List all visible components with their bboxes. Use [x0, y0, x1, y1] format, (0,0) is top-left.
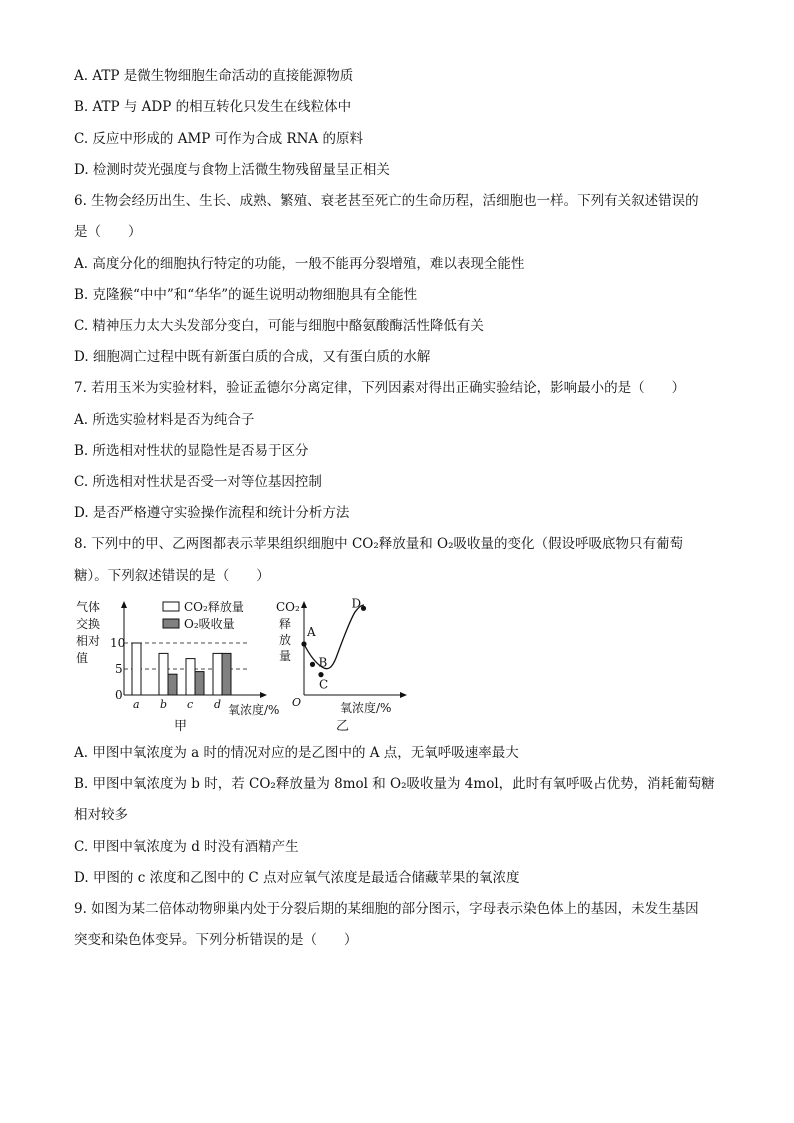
- legend-label-co2: CO₂释放量: [184, 600, 244, 614]
- option-6a: A. 高度分化的细胞执行特定的功能，一般不能再分裂增殖，难以表现全能性: [74, 256, 525, 272]
- ylabel-line-1: 气体: [76, 600, 101, 614]
- question-9-stem-cont: 突变和染色体变异。下列分析错误的是（ ）: [74, 932, 358, 948]
- question-8-stem: 8. 下列中的甲、乙两图都表示苹果组织细胞中 CO₂释放量和 O₂吸收量的变化（假设呼吸底物只有葡萄: [74, 536, 684, 552]
- ylabel-line-4: 量: [279, 649, 292, 663]
- question-7-stem: 7. 若用玉米为实验材料，验证孟德尔分离定律，下列因素对得出正确实验结论，影响最小的是（ ）: [74, 380, 686, 396]
- y-tick-label: 10: [110, 636, 126, 650]
- x-axis-arrow: [260, 692, 267, 698]
- y-axis-arrow: [121, 601, 127, 608]
- option-7a: A. 所选实验材料是否为纯合子: [74, 412, 255, 428]
- origin-label: O: [292, 696, 302, 709]
- bar-o2-c: [195, 672, 204, 695]
- curve-point-label: A: [307, 625, 316, 639]
- chart-yi: [276, 596, 407, 734]
- bar-co2-b: [159, 653, 168, 695]
- option-8b-cont: 相对较多: [74, 807, 128, 823]
- curve-point-C: [318, 672, 323, 677]
- legend-swatch-o2: [163, 619, 179, 628]
- x-axis-label: 氧浓度/%: [228, 703, 280, 717]
- bar-co2-d: [213, 653, 222, 695]
- x-axis-label: 氧浓度/%: [340, 701, 392, 715]
- ylabel-line-4: 值: [76, 651, 89, 665]
- option-6d: D. 细胞凋亡过程中既有新蛋白质的合成，又有蛋白质的水解: [74, 349, 431, 365]
- legend-label-o2: O₂吸收量: [184, 617, 235, 631]
- curve-point-A: [301, 641, 306, 646]
- x-category-labels: [133, 698, 221, 711]
- question-8-figures: [70, 596, 410, 742]
- curve-point-label: D: [351, 596, 362, 611]
- question-6-stem: 6. 生物会经历出生、生长、成熟、繁殖、衰老甚至死亡的生命历程，活细胞也一样。下列有关叙述错误的: [74, 193, 699, 209]
- option-7b: B. 所选相对性状的显隐性是否易于区分: [74, 443, 309, 459]
- y-axis-arrow: [301, 601, 307, 608]
- ylabel-line-2: 交换: [76, 617, 101, 631]
- ylabel-line-2: 释: [279, 617, 292, 631]
- x-category-label: c: [187, 698, 194, 711]
- question-9-stem: 9. 如图为某二倍体动物卵巢内处于分裂后期的某细胞的部分图示，字母表示染色体上的基因，未发生基因: [74, 901, 699, 917]
- x-category-label: d: [214, 698, 222, 711]
- option-6b: B. 克隆猴“中中”和“华华”的诞生说明动物细胞具有全能性: [74, 287, 418, 303]
- option-8d: D. 甲图的 c 浓度和乙图中的 C 点对应氧气浓度是最适合储藏苹果的氧浓度: [74, 870, 520, 886]
- curve-point-B: [310, 662, 315, 667]
- curve-point-label: C: [319, 677, 329, 692]
- option-7d: D. 是否严格遵守实验操作流程和统计分析方法: [74, 505, 350, 521]
- option-8a: A. 甲图中氧浓度为 a 时的情况对应的是乙图中的 A 点，无氧呼吸速率最大: [74, 745, 519, 761]
- chart-title-yi: 乙: [336, 719, 350, 734]
- option-6c: C. 精神压力太大头发部分变白，可能与细胞中酪氨酸酶活性降低有关: [74, 318, 484, 334]
- bar-o2-b: [168, 674, 177, 695]
- text-line: A. ATP 是微生物细胞生命活动的直接能源物质: [74, 68, 354, 84]
- text-line: D. 检测时荧光强度与食物上活微生物残留量呈正相关: [74, 162, 390, 178]
- bar-o2-d: [222, 653, 231, 695]
- chart-title-jia: 甲: [174, 719, 188, 734]
- option-8b: B. 甲图中氧浓度为 b 时，若 CO₂释放量为 8mol 和 O₂吸收量为 4mol，此时有氧呼吸占优势，消耗葡萄糖: [74, 776, 715, 792]
- figure-canvas: [70, 596, 410, 742]
- curve-point-D: [361, 606, 366, 611]
- y-tick-label: 0: [115, 688, 123, 702]
- y-tick-label: 5: [115, 662, 123, 676]
- ylabel-co2: CO₂: [276, 600, 300, 614]
- question-8-stem-cont: 糖）。下列叙述错误的是（ ）: [74, 568, 270, 584]
- bar-co2-c: [186, 659, 195, 695]
- question-6-stem-cont: 是（ ）: [74, 224, 142, 240]
- x-category-label: a: [133, 698, 140, 711]
- text-line: C. 反应中形成的 AMP 可作为合成 RNA 的原料: [74, 131, 363, 147]
- y-tick-labels: [110, 636, 125, 702]
- ylabel-line-3: 相对: [76, 634, 101, 648]
- option-7c: C. 所选相对性状是否受一对等位基因控制: [74, 474, 322, 490]
- x-category-label: b: [160, 698, 168, 711]
- chart-jia: [76, 599, 279, 734]
- legend-swatch-co2: [163, 602, 179, 611]
- bar-co2-a: [132, 643, 141, 695]
- curve-point-label: B: [318, 655, 328, 670]
- option-8c: C. 甲图中氧浓度为 d 时没有酒精产生: [74, 839, 299, 855]
- text-line: B. ATP 与 ADP 的相互转化只发生在线粒体中: [74, 99, 352, 115]
- ylabel-line-3: 放: [279, 633, 292, 647]
- x-axis-arrow: [400, 692, 407, 698]
